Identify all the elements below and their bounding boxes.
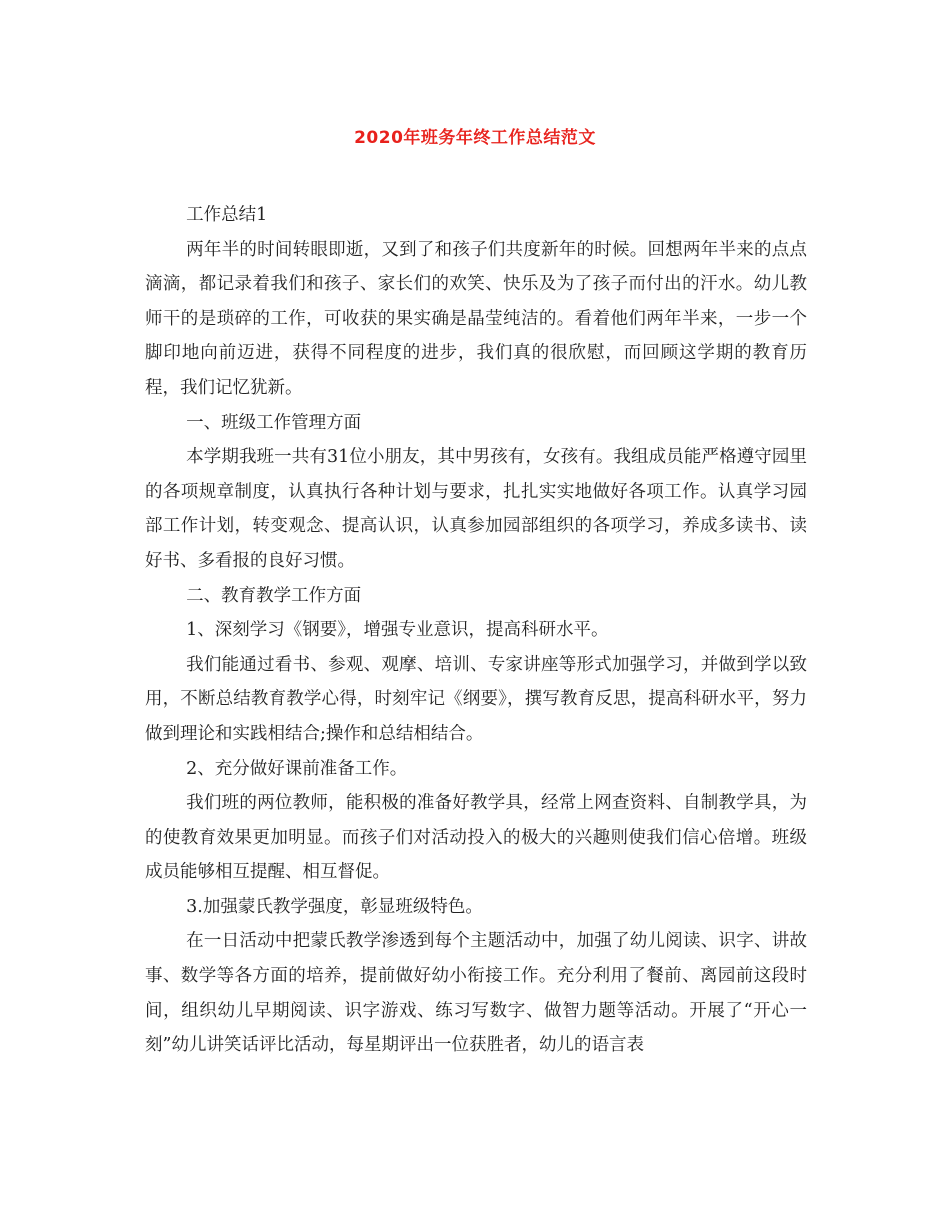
paragraph: 本学期我班一共有31位小朋友，其中男孩有，女孩有。我组成员能严格遵守园里的各项规章制度，认真执行各种计划与要求，扎扎实实地做好各项工作。认真学习园部工作计划，转变观念、提高认识，认真参加园部组织的各项学习，养成多读书、读好书、多看报的良好习惯。 [145,447,807,571]
document-body [145,198,807,1063]
section-heading: 工作总结1 [186,205,268,225]
paragraph: 在一日活动中把蒙氏教学渗透到每个主题活动中，加强了幼儿阅读、识字、讲故事、数学等各方面的培养，提前做好幼小衔接工作。充分利用了餐前、离园前这段时间，组织幼儿早期阅读、识字游戏、练习写数字、做智力题等活动。开展了“开心一刻”幼儿讲笑话评比活动，每星期评出一位获胜者，幼儿的语言表 [145,931,807,1056]
subsection-heading: 3.加强蒙氏教学强度，彰显班级特色。 [186,896,483,917]
subsection-heading: 1、深刻学习《钢要》，增强专业意识，提高科研水平。 [186,620,609,641]
subsection-heading: 2、充分做好课前准备工作。 [186,758,408,779]
document-title: 2020年班务年终工作总结范文 [354,128,596,148]
section-heading: 二、教育教学工作方面 [186,585,362,606]
paragraph: 我们班的两位教师，能积极的准备好教学具，经常上网查资料、自制教学具，为的使教育效果更加明显。而孩子们对活动投入的极大的兴趣则使我们信心倍增。班级成员能够相互提醒、相互督促。 [145,793,807,883]
paragraph: 我们能通过看书、参观、观摩、培训、专家讲座等形式加强学习，并做到学以致用，不断总结教育教学心得，时刻牢记《纲要》，撰写教育反思，提高科研水平，努力做到理论和实践相结合;操作和总结相结合。 [145,654,807,744]
section-heading: 一、班级工作管理方面 [186,412,362,433]
paragraph: 两年半的时间转眼即逝，又到了和孩子们共度新年的时候。回想两年半来的点点滴滴，都记录着我们和孩子、家长们的欢笑、快乐及为了孩子而付出的汗水。幼儿教师干的是琐碎的工作，可收获的果实确是晶莹纯洁的。看着他们两年半来，一步一个脚印地向前迈进，获得不同程度的进步，我们真的很欣慰，而回顾这学期的教育历程，我们记忆犹新。 [145,239,807,398]
